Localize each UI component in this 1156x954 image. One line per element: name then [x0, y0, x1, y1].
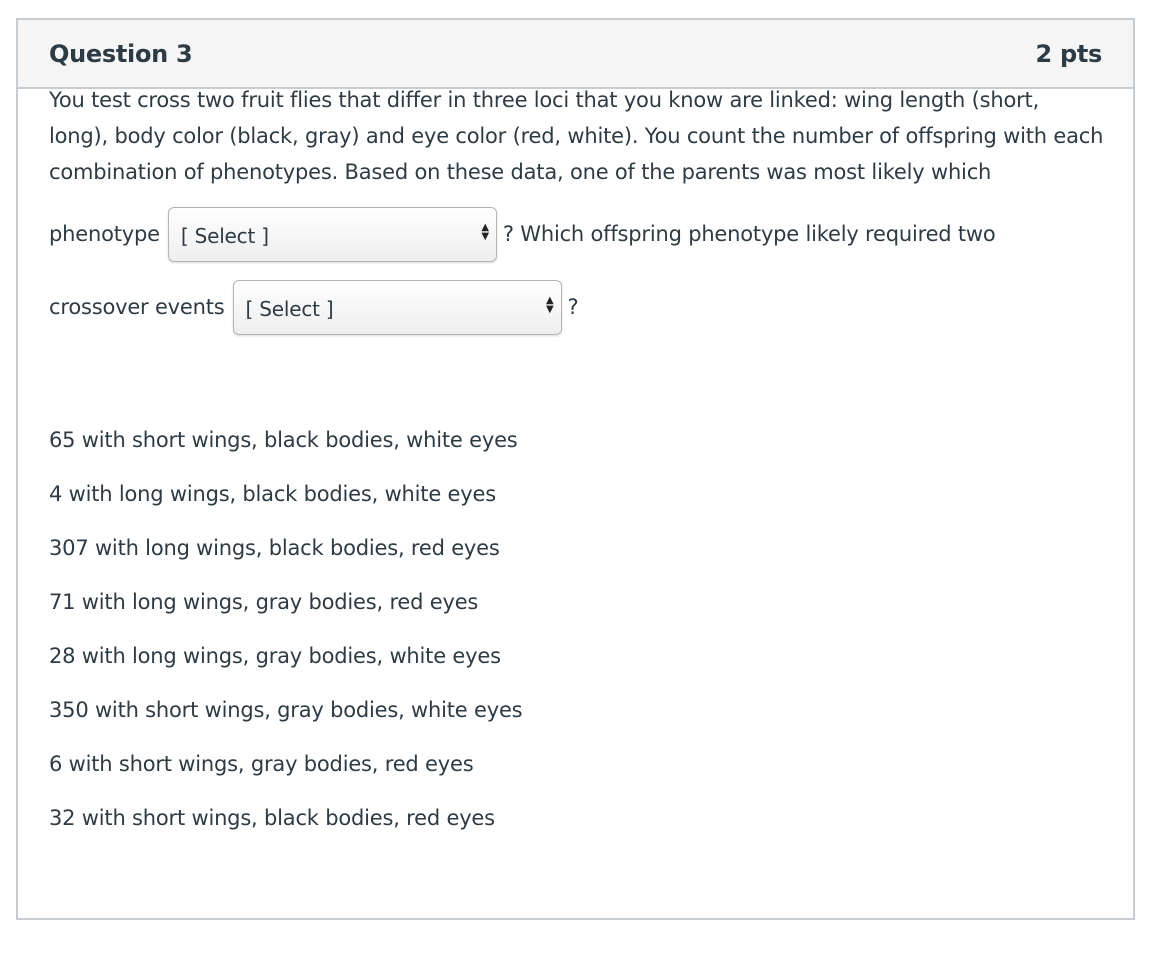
list-item: 71 with long wings, gray bodies, red eyes	[49, 590, 479, 614]
double-crossover-select[interactable]	[233, 280, 562, 335]
question-continuation: ? Which offspring phenotype likely required two	[502, 222, 996, 246]
question-end-mark: ?	[567, 295, 579, 319]
question-prompt	[49, 82, 1119, 336]
list-item: 32 with short wings, black bodies, red eyes	[49, 806, 495, 830]
question-title: Question 3	[49, 39, 193, 68]
crossover-label: crossover events	[49, 295, 225, 319]
prompt-line: long), body color (black, gray) and eye color (red, white). You count the number of offspring with each	[49, 124, 1104, 148]
list-item: 65 with short wings, black bodies, white eyes	[49, 428, 518, 452]
list-item: 350 with short wings, gray bodies, white eyes	[49, 698, 523, 722]
crossover-row	[49, 278, 1119, 336]
list-item: 6 with short wings, gray bodies, red eyes	[49, 752, 474, 776]
list-item: 4 with long wings, black bodies, white eyes	[49, 482, 496, 506]
up-down-arrows-icon: ▲ ▼	[481, 222, 489, 242]
prompt-line: You test cross two fruit flies that differ in three loci that you know are linked: wing length (short,	[49, 88, 1040, 112]
parent-phenotype-select[interactable]	[168, 207, 497, 262]
list-item: 307 with long wings, black bodies, red eyes	[49, 536, 500, 560]
phenotype-row	[49, 202, 1119, 266]
up-down-arrows-icon: ▲ ▼	[546, 295, 554, 315]
list-item: 28 with long wings, gray bodies, white eyes	[49, 644, 501, 668]
phenotype-label: phenotype	[49, 222, 160, 246]
prompt-line: combination of phenotypes. Based on these data, one of the parents was most likely which	[49, 160, 992, 184]
select-value: [ Select ]	[245, 296, 334, 321]
question-card	[16, 18, 1135, 920]
question-header	[18, 20, 1133, 89]
select-value: [ Select ]	[180, 223, 269, 248]
offspring-data-list	[49, 419, 522, 851]
question-points: 2 pts	[1035, 39, 1102, 68]
